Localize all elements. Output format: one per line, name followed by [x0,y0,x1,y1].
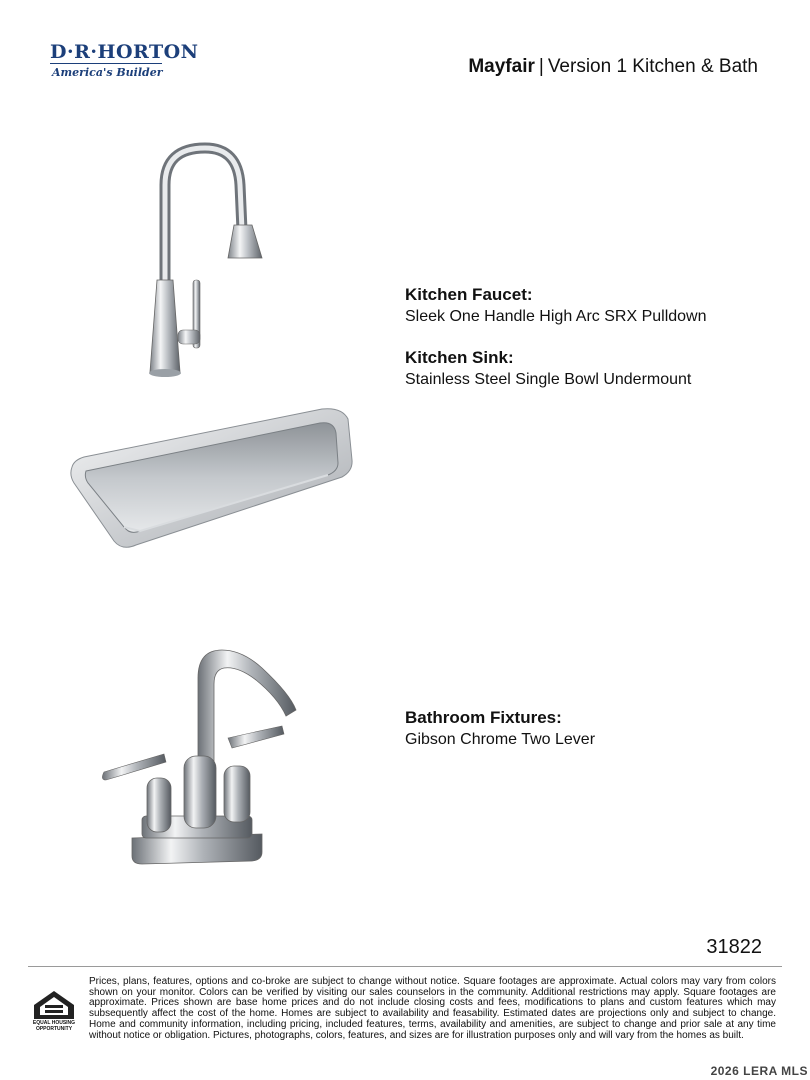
logo-tagline: America's Builder [52,66,163,79]
bathroom-fixtures-spec [405,707,595,751]
logo-name: D·R·HORTON [50,41,199,63]
spec-value: Sleek One Handle High Arc SRX Pulldown [405,308,707,325]
page-title [468,56,758,78]
spec-label: Kitchen Sink: [405,348,514,367]
kitchen-sink-image [64,405,356,555]
kitchen-faucet-image [130,140,280,385]
title-separator: | [538,56,544,77]
mls-watermark: 2026 LERA MLS [710,1064,808,1078]
footer-divider [28,966,782,967]
version-name: Version 1 Kitchen & Bath [547,56,758,77]
spec-label: Kitchen Faucet: [405,285,533,304]
equal-housing-caption: EQUAL HOUSING OPPORTUNITY [32,1020,76,1032]
model-name: Mayfair [468,56,535,77]
spec-value: Gibson Chrome Two Lever [405,731,596,748]
kitchen-faucet-spec [405,284,707,328]
disclaimer-text: Prices, plans, features, options and co-broke are subject to change without notice. Square footages are approximate. Actual colors may vary from colors shown on your monitor. Colors can be verified by visiting our sales counselors in the community. Additional restrictions may apply. Square footages are approximate. Prices shown are base home prices and do not include closing costs and fees, modifications to plans and custom features which may subsequently affect the cost of the home. Homes are subject to availability and feasability. Estimated dates are projections only and subject to change. Home and community information, including pricing, included features, terms, availability and amenities, are subject to change and prior sale at any time without notice or obligation. Pictures, photographs, colors, features, and sizes are for illustration purposes only and will vary from the homes as built. [89,976,776,1041]
spec-value: Stainless Steel Single Bowl Undermount [405,371,692,388]
brand-logo [50,41,199,84]
logo-divider [50,63,162,64]
spec-label: Bathroom Fixtures: [405,708,562,727]
kitchen-sink-spec [405,347,691,391]
bathroom-faucet-image [92,638,318,874]
plan-number: 31822 [706,936,762,958]
